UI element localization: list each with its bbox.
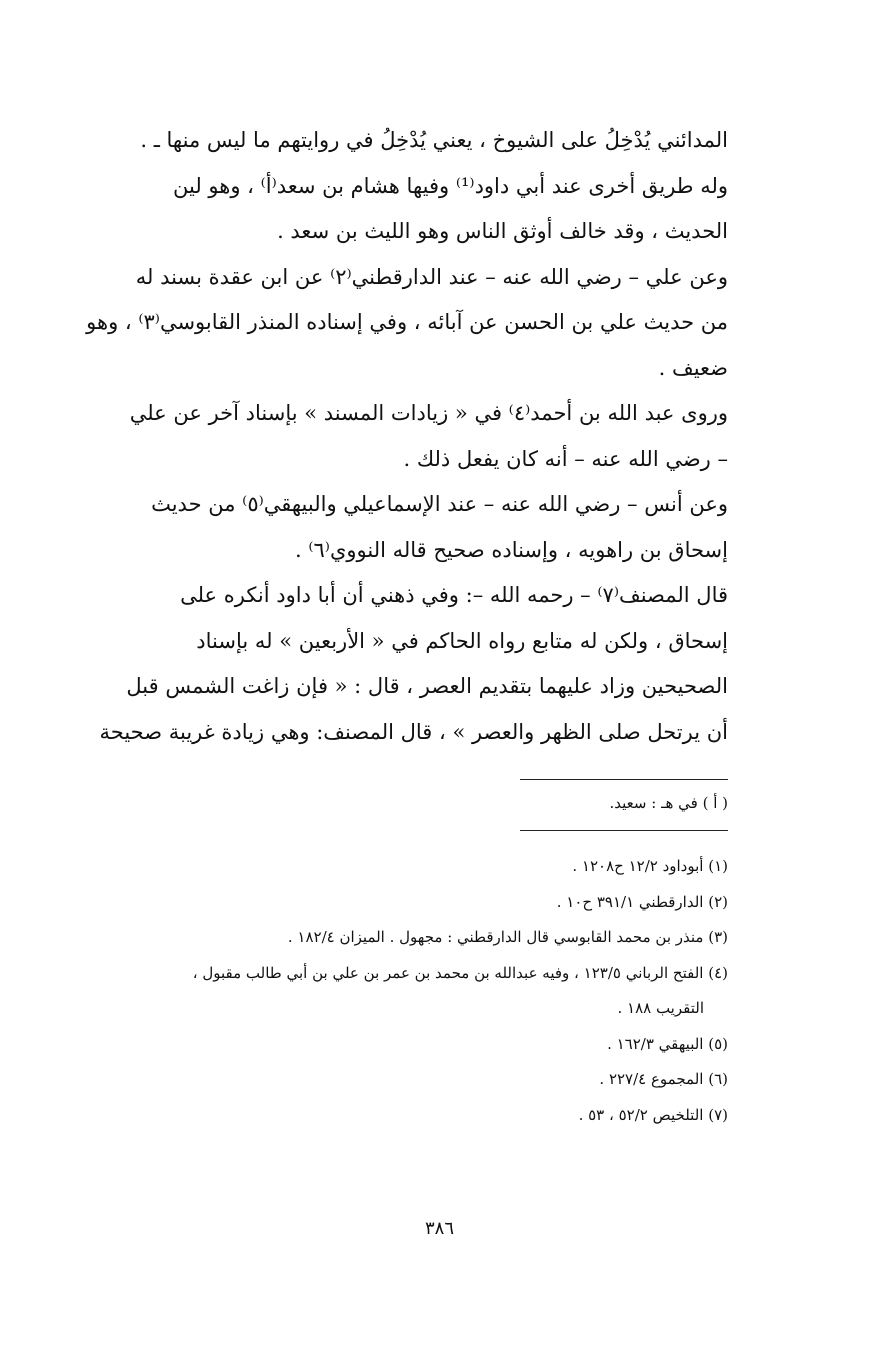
text-line-6: ضعيف . (658, 355, 728, 380)
main-text (40, 118, 728, 755)
footnote-divider (520, 830, 728, 831)
footnotes (40, 849, 728, 1133)
footnote-1: (١) أبوداود ١٢/٢ ح١٢٠٨ . (572, 857, 728, 875)
editor-note: ( أ ) في هـ : سعيد. (609, 794, 728, 812)
text-line-3: الحديث ، وقد خالف أوثق الناس وهو الليث بن سعد . (277, 219, 728, 243)
footnote-5: (٥) البيهقي ١٦٢/٣ . (607, 1034, 728, 1053)
footnote-4: (٤) الفتح الرباني ١٢٣/٥ ، وفيه عبدالله بن محمد بن عمر بن علي بن أبي طالب مقبول ، (192, 963, 728, 982)
book-page (40, 118, 728, 1133)
footnote-4-continuation: التقريب ١٨٨ . (617, 999, 704, 1017)
text-line-2: وله طريق أخرى عند أبي داود⁽¹⁾ وفيها هشام بن سعد⁽أ⁾ ، وهو لين (173, 173, 728, 198)
editor-note-divider (520, 779, 728, 780)
footnote-6: (٦) المجموع ٢٢٧/٤ . (599, 1070, 728, 1088)
text-line-11: قال المصنف⁽٧⁾ – رحمه الله –: وفي ذهني أن أبا داود أنكره على (180, 583, 728, 607)
text-line-13: الصحيحين وزاد عليهما بتقديم العصر ، قال : « فإن زاغت الشمس قبل (126, 674, 728, 698)
text-line-1: المدائني يُدْخِلُ على الشيوخ ، يعني يُدْخِلُ في روايتهم ما ليس منها ـ . (140, 128, 728, 152)
text-line-14: أن يرتحل صلى الظهر والعصر » ، قال المصنف: وهي زيادة غريبة صحيحة (99, 719, 728, 744)
footnote-2: (٢) الدارقطني ٣٩١/١ ح١٠ . (556, 892, 728, 911)
text-line-9: وعن أنس – رضي الله عنه – عند الإسماعيلي والبيهقي⁽٥⁾ من حديث (151, 492, 728, 516)
text-line-5: من حديث علي بن الحسن عن آبائه ، وفي إسناده المنذر القابوسي⁽٣⁾ ، وهو (86, 310, 728, 334)
text-line-7: وروى عبد الله بن أحمد⁽٤⁾ في « زيادات المسند » بإسناد آخر عن علي (129, 401, 728, 425)
page-number: ٣٨٦ (424, 1218, 454, 1239)
footnote-7: (٧) التلخيص ٥٢/٢ ، ٥٣ . (578, 1105, 728, 1124)
text-line-10: إسحاق بن راهويه ، وإسناده صحيح قاله النووي⁽٦⁾ . (294, 537, 728, 562)
footnote-3: (٣) منذر بن محمد القابوسي قال الدارقطني : مجهول . الميزان ١٨٢/٤ . (287, 928, 728, 946)
text-line-8: – رضي الله عنه – أنه كان يفعل ذلك . (403, 446, 728, 471)
text-line-12: إسحاق ، ولكن له متابع رواه الحاكم في « الأربعين » له بإسناد (196, 628, 728, 653)
text-line-4: وعن علي – رضي الله عنه – عند الدارقطني⁽٢⁾ عن ابن عقدة بسند له (135, 264, 728, 289)
